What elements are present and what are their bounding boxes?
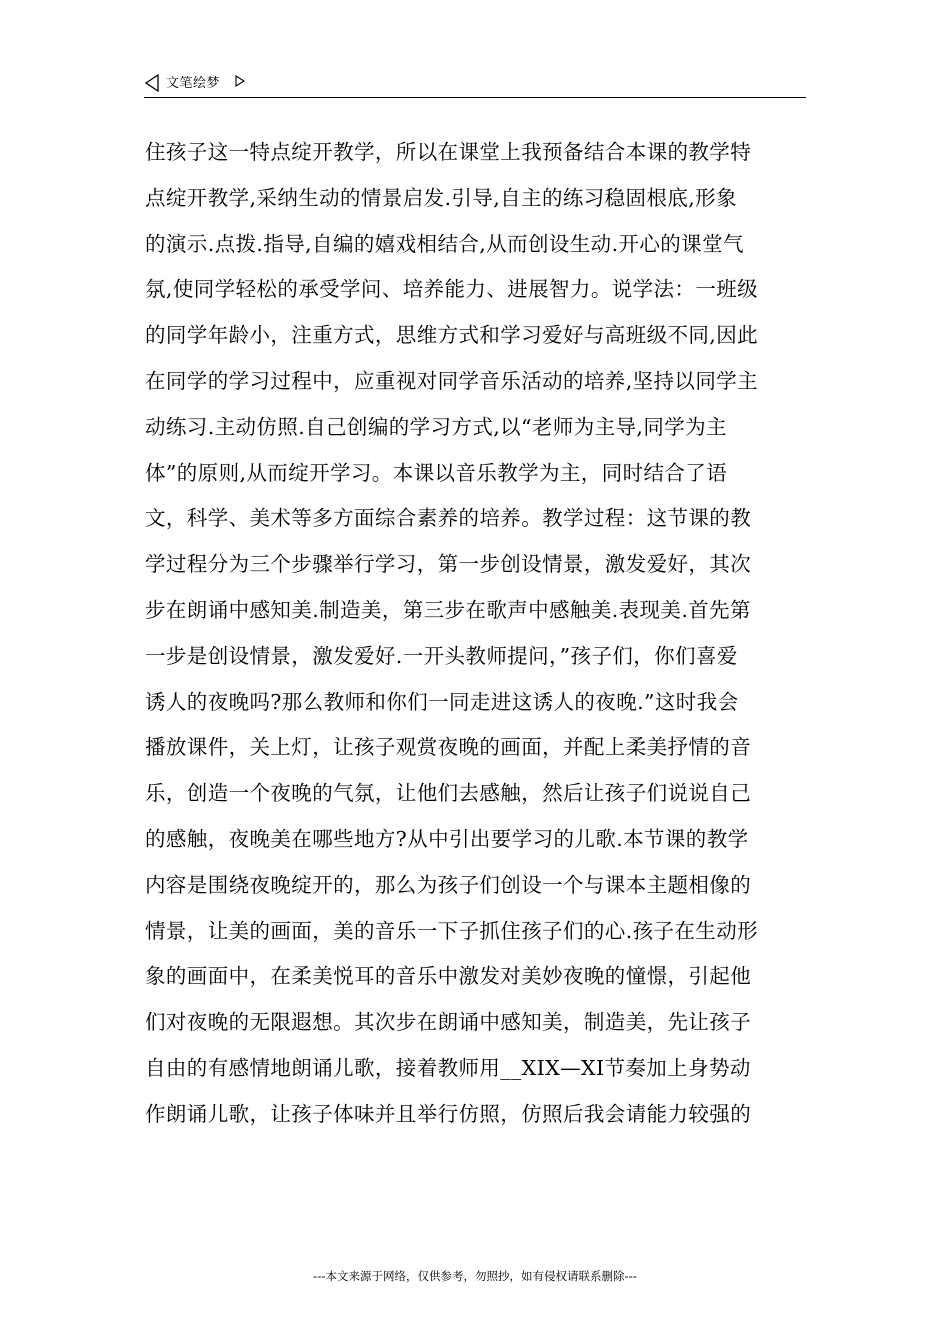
body-line: 学过程分为三个步骤举行学习，第一步创设情景，激发爱好，其次 [145,552,752,577]
body-line: 点绽开教学,采纳生动的情景启发.引导,自主的练习稳固根底,形象 [145,185,737,210]
body-line: 诱人的夜晚吗?那么教师和你们一同走进这诱人的夜晚.”这时我会 [145,689,739,714]
body-line: 乐，创造一个夜晚的气氛，让他们去感触，然后让孩子们说说自己 [145,781,752,806]
body-line: 文，科学、美术等多方面综合素养的培养。教学过程：这节课的教 [145,506,752,531]
body-line: 的同学年龄小，注重方式，思维方式和学习爱好与高班级不同,因此 [145,323,759,348]
body-line: 作朗诵儿歌，让孩子体味并且举行仿照，仿照后我会请能力较强的 [145,1101,752,1126]
body-line: 步在朗诵中感知美.制造美，第三步在歌声中感触美.表现美.首先第 [145,597,751,622]
body-line: 自由的有感情地朗诵儿歌，接着教师用__XIX—XI节奏加上身势动 [145,1055,751,1080]
body-line: 在同学的学习过程中，应重视对同学音乐活动的培养,坚持以同学主 [145,368,759,393]
body-line: 象的画面中，在柔美悦耳的音乐中激发对美妙夜晚的憧憬，引起他 [145,964,752,989]
body-line: 一步是创设情景，激发爱好.一开头教师提问，”孩子们，你们喜爱 [145,643,738,668]
body-line: 住孩子这一特点绽开教学，所以在课堂上我预备结合本课的教学特 [145,140,752,164]
body-line: 内容是围绕夜晚绽开的，那么为孩子们创设一个与课本主题相像的 [145,872,752,897]
header-brand: 文笔绘梦 [166,76,221,91]
page-footer: ---本文来源于网络，仅供参考，勿照抄，如有侵权请联系删除--- [313,1269,637,1283]
triangle-left-outline-icon [144,74,160,96]
body-line: 情景，让美的画面，美的音乐一下子抓住孩子们的心.孩子在生动形 [145,918,759,943]
body-line: 播放课件，关上灯，让孩子观赏夜晚的画面，并配上柔美抒情的音 [145,735,752,760]
body-line: 们对夜晚的无限遐想。其次步在朗诵中感知美，制造美，先让孩子 [145,1010,752,1035]
page-header [144,70,806,98]
body-line: 动练习.主动仿照.自己创编的学习方式,以“老师为主导,同学为主 [145,414,727,439]
body-line: 的演示.点拨.指导,自编的嬉戏相结合,从而创设生动.开心的课堂气 [145,231,744,256]
triangle-right-outline-icon [234,73,246,92]
body-line: 体”的原则,从而绽开学习。本课以音乐教学为主，同时结合了语 [145,460,728,485]
body-line: 氛,使同学轻松的承受学问、培养能力、进展智力。说学法：一班级 [145,277,759,302]
header-divider [144,97,806,98]
body-line: 的感触，夜晚美在哪些地方?从中引出要学习的儿歌.本节课的教学 [145,826,749,851]
body-text [145,130,810,1138]
